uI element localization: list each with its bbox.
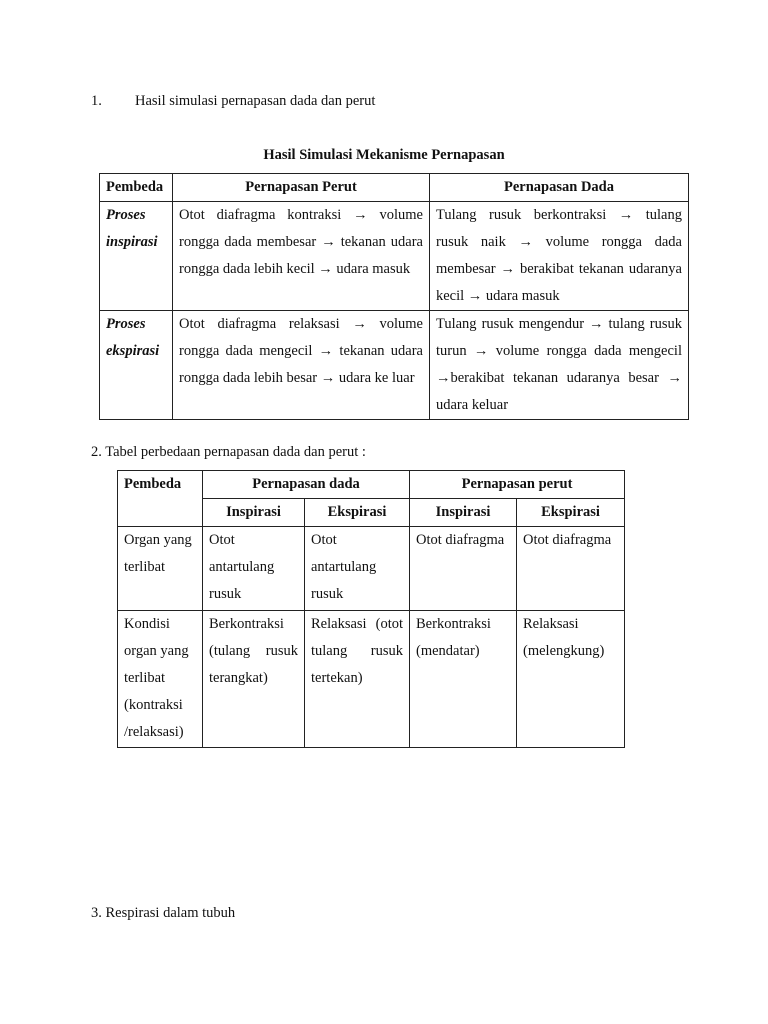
table-row (118, 611, 625, 748)
section-3-heading: 3. Respirasi dalam tubuh (91, 905, 236, 921)
table-header-row (118, 471, 625, 499)
header-pernapasan-perut: Pernapasan perut (410, 471, 625, 499)
cell-perut-ekspirasi: Otot diafragma relaksasi → volume rongga dada mengecil → tekanan udara rongga dada lebih besar → udara ke luar (173, 311, 430, 420)
respiration-mechanism-table (99, 173, 689, 420)
cell-dada-inspirasi-kondisi: Berkontraksi (tulang rusuk terangkat) (203, 611, 305, 748)
cell-perut-inspirasi-organ: Otot diafragma (410, 527, 517, 611)
table-row (118, 527, 625, 611)
subheader-perut-inspirasi: Inspirasi (410, 499, 517, 527)
header-pernapasan-dada: Pernapasan Dada (430, 174, 689, 202)
row-label-inspirasi: Proses inspirasi (100, 202, 173, 311)
header-pembeda: Pembeda (100, 174, 173, 202)
table-header-row (100, 174, 689, 202)
subheader-dada-ekspirasi: Ekspirasi (305, 499, 410, 527)
header-pembeda: Pembeda (118, 471, 203, 527)
subheader-dada-inspirasi: Inspirasi (203, 499, 305, 527)
cell-perut-inspirasi: Otot diafragma kontraksi → volume rongga dada membesar → tekanan udara rongga dada lebih kecil → udara masuk (173, 202, 430, 311)
section-2-heading: 2. Tabel perbedaan pernapasan dada dan perut : (91, 444, 366, 460)
section-1-number: 1. (91, 93, 102, 109)
table-row (100, 311, 689, 420)
cell-perut-ekspirasi-organ: Otot diafragma (517, 527, 625, 611)
cell-dada-ekspirasi-kondisi: Relaksasi (otot tulang rusuk tertekan) (305, 611, 410, 748)
cell-perut-inspirasi-kondisi: Berkontraksi (mendatar) (410, 611, 517, 748)
section-1-heading (91, 93, 375, 110)
header-pernapasan-perut: Pernapasan Perut (173, 174, 430, 202)
row-label-ekspirasi: Proses ekspirasi (100, 311, 173, 420)
subheader-perut-ekspirasi: Ekspirasi (517, 499, 625, 527)
cell-dada-ekspirasi: Tulang rusuk mengendur → tulang rusuk turun → volume rongga dada mengecil →berakibat tekanan udaranya besar → udara keluar (430, 311, 689, 420)
header-pernapasan-dada: Pernapasan dada (203, 471, 410, 499)
table-1-caption: Hasil Simulasi Mekanisme Pernapasan (263, 147, 505, 163)
cell-perut-ekspirasi-kondisi: Relaksasi (melengkung) (517, 611, 625, 748)
row-label-kondisi: Kondisi organ yang terlibat (kontraksi /relaksasi) (118, 611, 203, 748)
breathing-difference-table (117, 470, 625, 748)
table-row (100, 202, 689, 311)
row-label-organ: Organ yang terlibat (118, 527, 203, 611)
cell-dada-ekspirasi-organ: Otot antartulang rusuk (305, 527, 410, 611)
cell-dada-inspirasi: Tulang rusuk berkontraksi → tulang rusuk naik → volume rongga dada membesar → berakibat tekanan udaranya kecil → udara masuk (430, 202, 689, 311)
section-1-title: Hasil simulasi pernapasan dada dan perut (135, 93, 376, 109)
cell-dada-inspirasi-organ: Otot antartulang rusuk (203, 527, 305, 611)
